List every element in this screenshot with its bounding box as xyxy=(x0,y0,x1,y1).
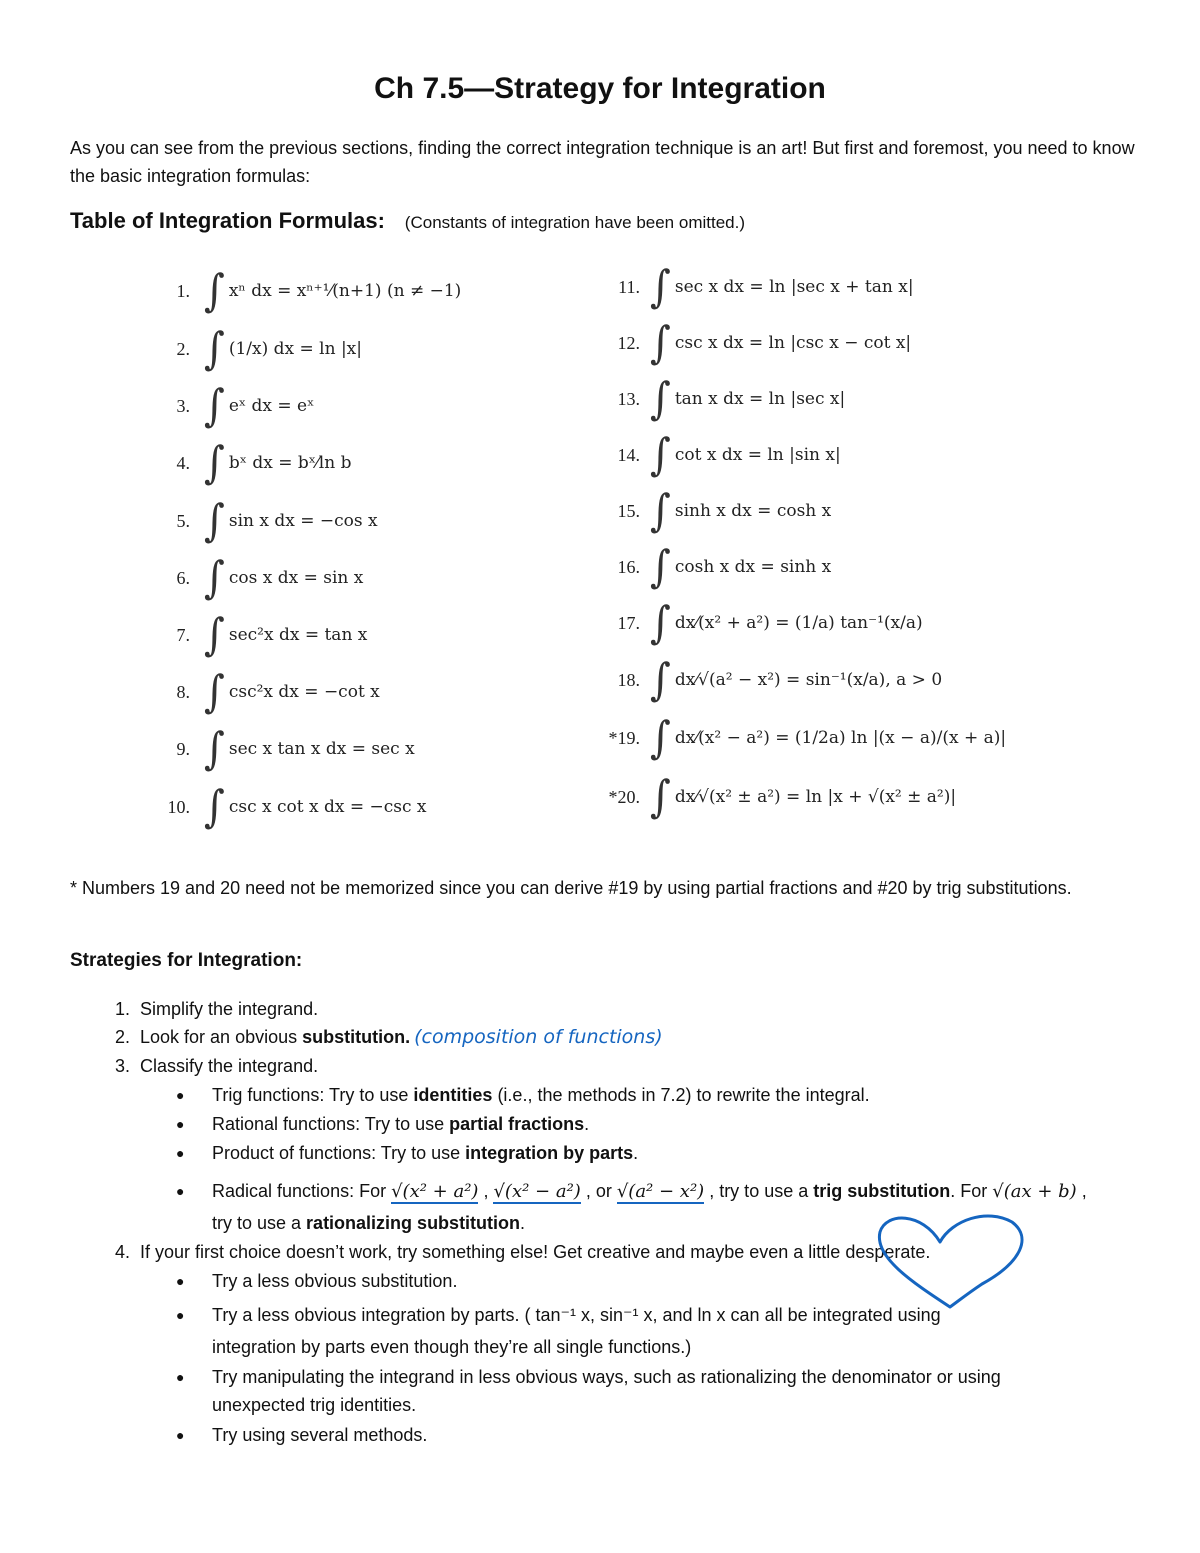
bullet-text-plain: , try to use a xyxy=(704,1181,814,1201)
formula-number: 14. xyxy=(617,444,640,465)
formula-20 xyxy=(594,772,956,822)
bullet-less-obvious-parts-line2: integration by parts even though they’re all single functions.) xyxy=(212,1337,692,1357)
formula-12 xyxy=(594,318,911,368)
step-text-plain: Look for an obvious xyxy=(140,1027,303,1047)
formula-3 xyxy=(148,381,314,431)
integral-sign-icon: ∫ xyxy=(204,437,225,489)
separator: , xyxy=(478,1181,494,1201)
integral-sign-icon: ∫ xyxy=(204,552,225,604)
bullet-icon: ● xyxy=(176,1273,185,1289)
formula-number: 16. xyxy=(617,556,640,577)
formula-number: 10. xyxy=(167,796,190,817)
integral-sign-icon: ∫ xyxy=(204,723,225,775)
integral-sign-icon: ∫ xyxy=(204,495,225,547)
formula-19 xyxy=(594,713,1006,763)
bullet-text-plain: Radical functions: For xyxy=(212,1181,392,1201)
bullet-radical xyxy=(176,1177,1136,1206)
bullet-icon: ● xyxy=(176,1183,185,1199)
handwritten-heart-icon xyxy=(872,1212,1028,1312)
formula-15 xyxy=(594,486,831,536)
radical-expression: √(ax + b) xyxy=(992,1181,1077,1202)
step-text xyxy=(140,1023,663,1052)
integral-sign-icon: ∫ xyxy=(650,712,671,764)
formula-10 xyxy=(148,782,427,832)
bullet-text: Try manipulating the integrand in less obvious ways, such as rationalizing the denominator or using xyxy=(212,1367,1001,1387)
radical-expression: √(a² − x²) xyxy=(616,1181,705,1202)
formula-2 xyxy=(148,324,362,374)
handwritten-annotation: (composition of functions) xyxy=(414,1026,663,1048)
formula-expression: csc x cot x dx = −csc x xyxy=(228,797,427,817)
bullet-text xyxy=(212,1110,589,1139)
bullet-text-bold: rationalizing substitution xyxy=(306,1213,521,1233)
formula-expression: dx⁄√(a² − x²) = sin⁻¹(x/a), a > 0 xyxy=(674,670,943,690)
bullet-text-plain: . xyxy=(633,1143,639,1163)
bullet-text-plain: (i.e., the methods in 7.2) to rewrite the integral. xyxy=(492,1085,870,1105)
bullet-icon: ● xyxy=(176,1427,185,1443)
bullet-text: Try a less obvious substitution. xyxy=(212,1271,458,1291)
formula-4 xyxy=(148,438,351,488)
formula-8 xyxy=(148,667,380,717)
formula-16 xyxy=(594,542,831,592)
formula-expression: dx⁄(x² + a²) = (1/a) tan⁻¹(x/a) xyxy=(674,613,923,633)
bullet-manipulate-line2: unexpected trig identities. xyxy=(212,1395,417,1415)
formula-7 xyxy=(148,610,367,660)
integral-sign-icon: ∫ xyxy=(650,597,671,649)
bullet-text-plain: Rational functions: Try to use xyxy=(212,1114,450,1134)
integral-sign-icon: ∫ xyxy=(204,781,225,833)
formula-13 xyxy=(594,374,845,424)
bullet-icon: ● xyxy=(176,1307,185,1323)
formula-number: 15. xyxy=(617,500,640,521)
footnote: * Numbers 19 and 20 need not be memorized since you can derive #19 by using partial fractions and #20 by trig substitutions. xyxy=(70,878,1072,898)
bullet-icon: ● xyxy=(176,1087,185,1103)
formula-expression: cosh x dx = sinh x xyxy=(674,557,832,577)
formula-number: 8. xyxy=(176,681,190,702)
separator: , or xyxy=(580,1181,617,1201)
formula-expression: eˣ dx = eˣ xyxy=(228,396,315,416)
formula-number: 17. xyxy=(617,612,640,633)
integral-sign-icon: ∫ xyxy=(204,609,225,661)
formula-18 xyxy=(594,655,942,705)
formula-11 xyxy=(594,262,914,312)
page-title: Ch 7.5—Strategy for Integration xyxy=(374,72,826,105)
bullet-text-bold: partial fractions xyxy=(449,1114,585,1134)
bullet-icon: ● xyxy=(176,1116,185,1132)
formula-14 xyxy=(594,430,841,480)
formula-expression: cot x dx = ln |sin x| xyxy=(674,445,841,465)
bullet-several-methods xyxy=(176,1421,1136,1450)
radical-expression: √(x² + a²) xyxy=(391,1181,479,1202)
formula-expression: (1/x) dx = ln |x| xyxy=(228,339,362,359)
step-1 xyxy=(100,995,1100,1024)
formula-expression: tan x dx = ln |sec x| xyxy=(674,389,846,409)
formula-number: 12. xyxy=(617,332,640,353)
step-text: Classify the integrand. xyxy=(140,1056,319,1076)
bullet-icon: ● xyxy=(176,1369,185,1385)
bullet-less-obvious-parts xyxy=(176,1301,1136,1330)
bullet-text-bold: integration by parts xyxy=(465,1143,634,1163)
bullet-rational xyxy=(176,1110,1136,1139)
integral-sign-icon: ∫ xyxy=(650,771,671,823)
bullet-product xyxy=(176,1139,1136,1168)
integral-sign-icon: ∫ xyxy=(650,541,671,593)
integral-sign-icon: ∫ xyxy=(650,654,671,706)
formula-number: 1. xyxy=(176,280,190,301)
integral-sign-icon: ∫ xyxy=(650,485,671,537)
integral-sign-icon: ∫ xyxy=(204,380,225,432)
table-heading-label: Table of Integration Formulas: xyxy=(70,208,385,233)
table-heading xyxy=(70,208,745,234)
formula-expression: dx⁄√(x² ± a²) = ln |x + √(x² ± a²)| xyxy=(674,787,957,807)
formula-expression: bˣ dx = bˣ⁄ln b xyxy=(228,453,352,473)
integral-sign-icon: ∫ xyxy=(204,666,225,718)
intro-paragraph: As you can see from the previous sections, finding the correct integration technique is an art! But first and foremost, you need to know the basic integration formulas: xyxy=(70,138,1135,186)
step-number: 1. xyxy=(114,999,130,1019)
bullet-text xyxy=(212,1139,638,1168)
formula-expression: csc²x dx = −cot x xyxy=(228,682,380,702)
bullet-text-plain: Product of functions: Try to use xyxy=(212,1143,466,1163)
bullet-trig xyxy=(176,1081,1136,1110)
formula-expression: sec²x dx = tan x xyxy=(228,625,368,645)
formula-5 xyxy=(148,496,378,546)
step-text-bold: substitution. xyxy=(302,1027,411,1047)
formula-expression: sec x tan x dx = sec x xyxy=(228,739,415,759)
bullet-icon: ● xyxy=(176,1145,185,1161)
bullet-text-plain: . xyxy=(584,1114,590,1134)
strategies-heading: Strategies for Integration: xyxy=(70,950,303,971)
formula-number: 2. xyxy=(176,338,190,359)
bullet-text xyxy=(212,1081,870,1110)
step-text: If your first choice doesn’t work, try something else! Get creative and maybe even a little desperate. xyxy=(140,1242,931,1262)
step-2 xyxy=(100,1023,1100,1052)
formula-expression: dx⁄(x² − a²) = (1/2a) ln |(x − a)/(x + a)| xyxy=(674,728,1007,748)
bullet-text-plain: . For xyxy=(950,1181,993,1201)
bullet-text: Try using several methods. xyxy=(212,1425,428,1445)
formula-number: 11. xyxy=(618,276,640,297)
integral-sign-icon: ∫ xyxy=(650,317,671,369)
bullet-text-bold: trig substitution xyxy=(813,1181,951,1201)
formula-number: 18. xyxy=(617,669,640,690)
formula-expression: csc x dx = ln |csc x − cot x| xyxy=(674,333,912,353)
formula-number: 9. xyxy=(176,738,190,759)
bullet-text-bold: identities xyxy=(413,1085,493,1105)
bullet-text xyxy=(212,1177,1087,1206)
formula-expression: sin x dx = −cos x xyxy=(228,511,378,531)
formula-1 xyxy=(148,266,461,316)
bullet-text-plain: Trig functions: Try to use xyxy=(212,1085,414,1105)
step-3 xyxy=(100,1052,1100,1081)
radical-expression: √(x² − a²) xyxy=(493,1181,581,1202)
formula-expression: cos x dx = sin x xyxy=(228,568,364,588)
formula-number: *19. xyxy=(608,727,640,748)
formula-expression: xⁿ dx = xⁿ⁺¹⁄(n+1) (n ≠ −1) xyxy=(228,281,462,301)
bullet-text: Try a less obvious integration by parts. ( tan⁻¹ x, sin⁻¹ x, and ln x can all be integrated using xyxy=(212,1305,941,1325)
formula-17 xyxy=(594,598,923,648)
formula-number: 4. xyxy=(176,452,190,473)
integral-sign-icon: ∫ xyxy=(650,429,671,481)
formula-number: *20. xyxy=(608,786,640,807)
table-note: (Constants of integration have been omitted.) xyxy=(404,213,745,232)
integral-sign-icon: ∫ xyxy=(204,323,225,375)
formula-number: 13. xyxy=(617,388,640,409)
step-text: Simplify the integrand. xyxy=(140,999,319,1019)
formula-6 xyxy=(148,553,363,603)
formula-number: 6. xyxy=(176,567,190,588)
bullet-less-obvious-sub xyxy=(176,1267,1136,1296)
separator: , xyxy=(1076,1181,1087,1201)
bullet-text-plain: . xyxy=(520,1213,526,1233)
integral-sign-icon: ∫ xyxy=(650,373,671,425)
integral-sign-icon: ∫ xyxy=(204,265,225,317)
step-number: 2. xyxy=(114,1027,130,1047)
step-number: 3. xyxy=(114,1056,130,1076)
formula-9 xyxy=(148,724,415,774)
formula-number: 3. xyxy=(176,395,190,416)
formula-expression: sinh x dx = cosh x xyxy=(674,501,832,521)
formula-expression: sec x dx = ln |sec x + tan x| xyxy=(674,277,914,297)
step-number: 4. xyxy=(114,1242,130,1262)
integral-sign-icon: ∫ xyxy=(650,261,671,313)
formula-number: 7. xyxy=(176,624,190,645)
formula-number: 5. xyxy=(176,510,190,531)
bullet-manipulate xyxy=(176,1363,1136,1392)
bullet-text-plain: try to use a xyxy=(212,1213,307,1233)
